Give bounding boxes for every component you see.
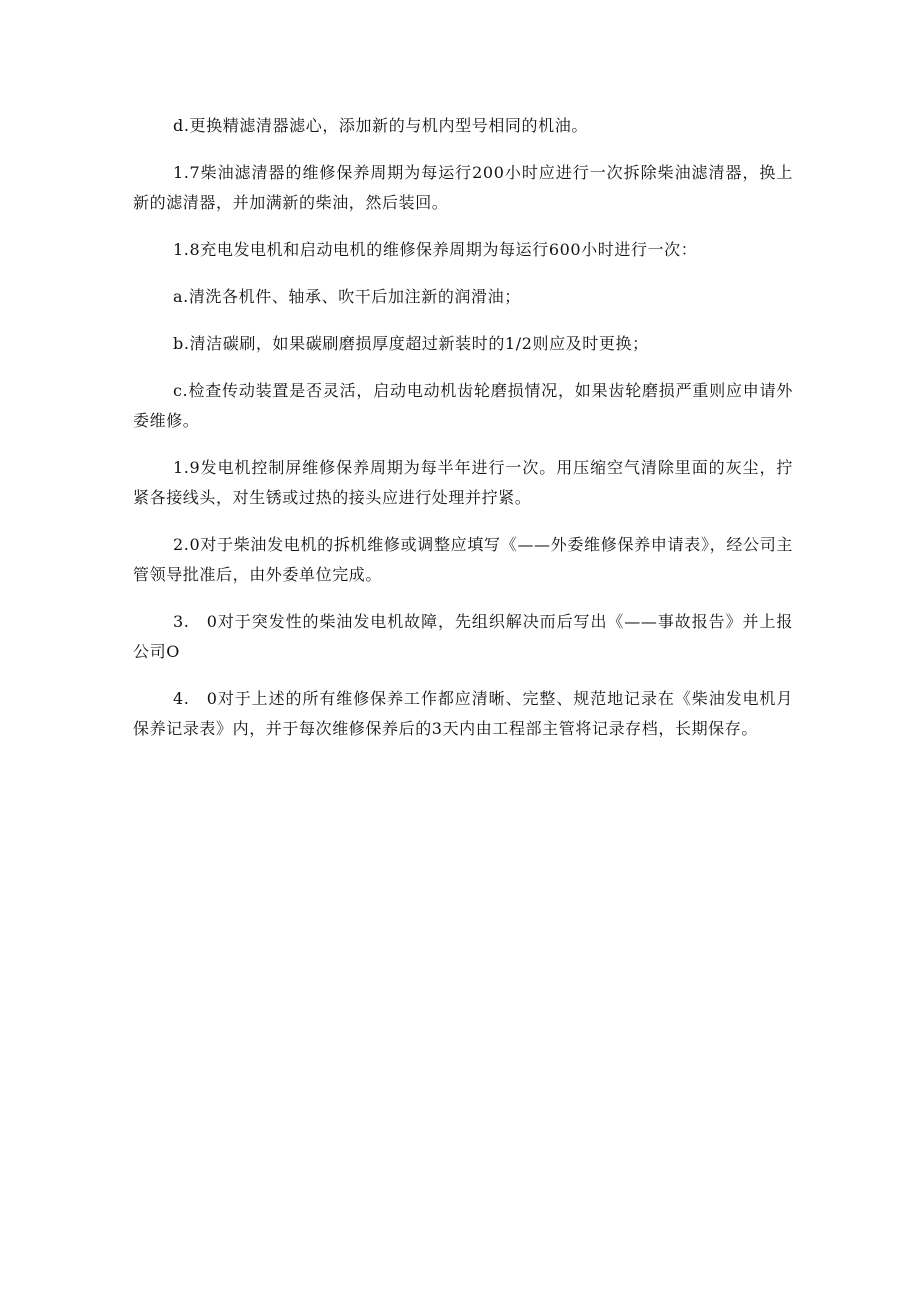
- document-body: [133, 111, 793, 761]
- paragraph-d-replace-oil-filter: d.更换精滤清器滤心，添加新的与机内型号相同的机油。: [173, 116, 588, 135]
- paragraph-1-9-control-panel: 1.9发电机控制屏维修保养周期为每半年进行一次。用压缩空气清除里面的灰尘，拧紧各接线头，对生锈或过热的接头应进行处理并拧紧。: [133, 458, 793, 507]
- paragraph-b-clean-brushes: b.清洁碳刷，如果碳刷磨损厚度超过新装时的1/2则应及时更换；: [173, 334, 649, 353]
- paragraph-a-clean-parts: a.清洗各机件、轴承、吹干后加注新的润滑油；: [173, 287, 521, 306]
- paragraph-3-0-emergency-fault: 3. 0对于突发性的柴油发电机故障，先组织解决而后写出《——事故报告》并上报公司O: [133, 612, 793, 661]
- paragraph-c-check-transmission: c.检查传动装置是否灵活，启动电动机齿轮磨损情况，如果齿轮磨损严重则应申请外委维修。: [133, 381, 793, 430]
- paragraph-1-8-generator-motor: 1.8充电发电机和启动电机的维修保养周期为每运行600小时进行一次：: [173, 240, 698, 259]
- paragraph-4-0-record-keeping: 4. 0对于上述的所有维修保养工作都应清晰、完整、规范地记录在《柴油发电机月保养记录表》内，并于每次维修保养后的3天内由工程部主管将记录存档，长期保存。: [133, 689, 793, 738]
- paragraph-2-0-outsourced-repair: 2.0对于柴油发电机的拆机维修或调整应填写《——外委维修保养申请表》，经公司主管领导批准后，由外委单位完成。: [133, 535, 793, 584]
- paragraph-1-7-diesel-filter: 1.7柴油滤清器的维修保养周期为每运行200小时应进行一次拆除柴油滤清器，换上新的滤清器，并加满新的柴油，然后装回。: [133, 163, 793, 212]
